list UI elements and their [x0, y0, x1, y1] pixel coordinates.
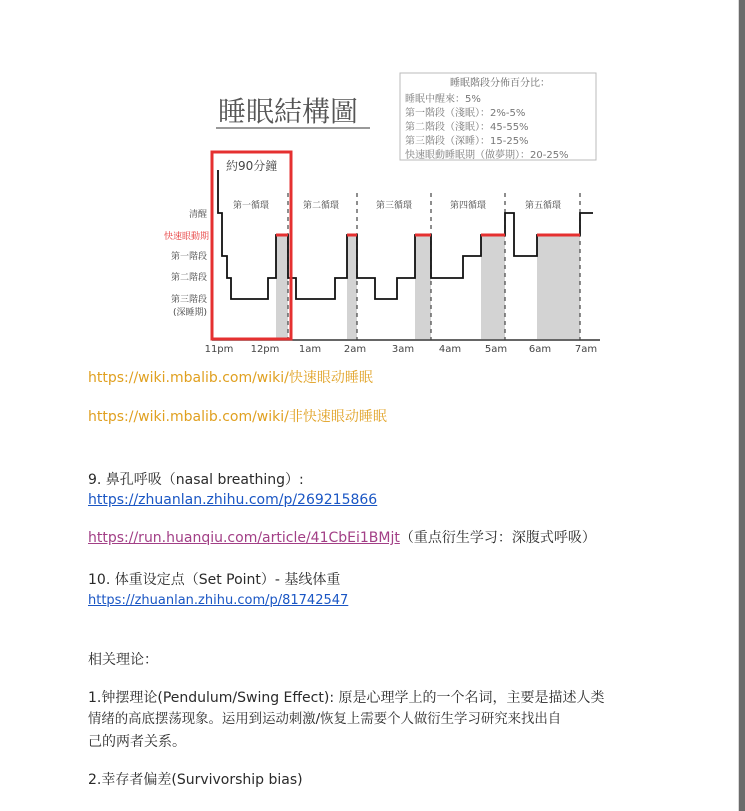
- diagram-title: 睡眠結構圖: [218, 95, 359, 128]
- link2-note: （重点衍生学习：深腹式呼吸）: [399, 530, 596, 546]
- cycle-label: 第一循環: [233, 201, 270, 211]
- huanqiu-article-link[interactable]: https://run.huanqiu.com/article/41CbEi1BMjt: [88, 530, 400, 546]
- cycle-length-label: 約90分鐘: [226, 159, 278, 173]
- cycle-label: 第五循環: [525, 201, 562, 211]
- cycle-label: 第四循環: [450, 201, 487, 211]
- time-tick: 1am: [298, 344, 322, 355]
- cycle-separators: [288, 193, 580, 340]
- legend-line: 睡眠中醒來：5%: [405, 94, 481, 105]
- section9-link2-row: [88, 529, 596, 547]
- hypnogram-line: [218, 170, 593, 299]
- time-tick: 3am: [391, 344, 415, 355]
- stage-label: 第一階段: [170, 252, 207, 262]
- stage-label-rem: 快速眼動期: [163, 232, 209, 242]
- related-heading: 相关理论：: [88, 652, 158, 668]
- zhihu-setpoint-link[interactable]: https://zhuanlan.zhihu.com/p/81742547: [88, 593, 349, 608]
- legend-line: 第二階段（淺眠）：45-55%: [405, 122, 529, 133]
- cycle-label: 第二循環: [303, 201, 340, 211]
- time-tick: 4am: [438, 344, 462, 355]
- time-tick: 7am: [574, 344, 598, 355]
- time-tick: 11pm: [204, 344, 234, 355]
- time-tick: 2am: [343, 344, 367, 355]
- sleep-structure-diagram: [0, 0, 610, 360]
- stage-label: 清醒: [188, 210, 207, 220]
- legend-line: 快速眼動睡眠期（做夢期）：20-25%: [405, 150, 569, 161]
- pendulum-theory-line3: 己的两者关系。: [88, 734, 186, 750]
- rem-sleep-link[interactable]: https://wiki.mbalib.com/wiki/快速眼动睡眠: [88, 370, 373, 386]
- time-tick: 5am: [484, 344, 508, 355]
- time-tick: 6am: [528, 344, 552, 355]
- pendulum-theory-line1: [88, 689, 605, 707]
- time-tick: 12pm: [250, 344, 280, 355]
- survivorship-bias-heading: 2.幸存者偏差(Survivorship bias): [88, 772, 303, 788]
- pendulum-theory-line2: 情绪的高底摆荡现象。运用到运动刺激/恢复上需要个人做衍生学习研究来找出自: [88, 712, 562, 727]
- rem-fills: [276, 235, 580, 339]
- page-scroll-edge: [739, 0, 745, 811]
- legend-line: 第三階段（深睡）：15-25%: [405, 136, 529, 147]
- legend-heading: 睡眠階段分佈百分比：: [450, 78, 550, 89]
- nrem-sleep-link[interactable]: https://wiki.mbalib.com/wiki/非快速眼动睡眠: [88, 409, 387, 425]
- section10-heading: 10. 体重设定点（Set Point）- 基线体重: [88, 572, 341, 588]
- pendulum-theory-title: 1.钟摆理论(Pendulum/Swing Effect):: [88, 690, 335, 706]
- stage-label: (深睡期): [172, 308, 207, 318]
- stage-label: 第二階段: [170, 273, 207, 283]
- stage-label: 第三階段: [170, 295, 207, 305]
- section9-heading: 9. 鼻孔呼吸（nasal breathing）:: [88, 472, 304, 488]
- cycle-label: 第三循環: [376, 201, 413, 211]
- legend-line: 第一階段（淺眠）：2%-5%: [405, 108, 526, 119]
- zhihu-breathing-link[interactable]: https://zhuanlan.zhihu.com/p/269215866: [88, 492, 378, 508]
- pendulum-theory-text: 原是心理学上的一个名词，主要是描述人类: [334, 690, 605, 706]
